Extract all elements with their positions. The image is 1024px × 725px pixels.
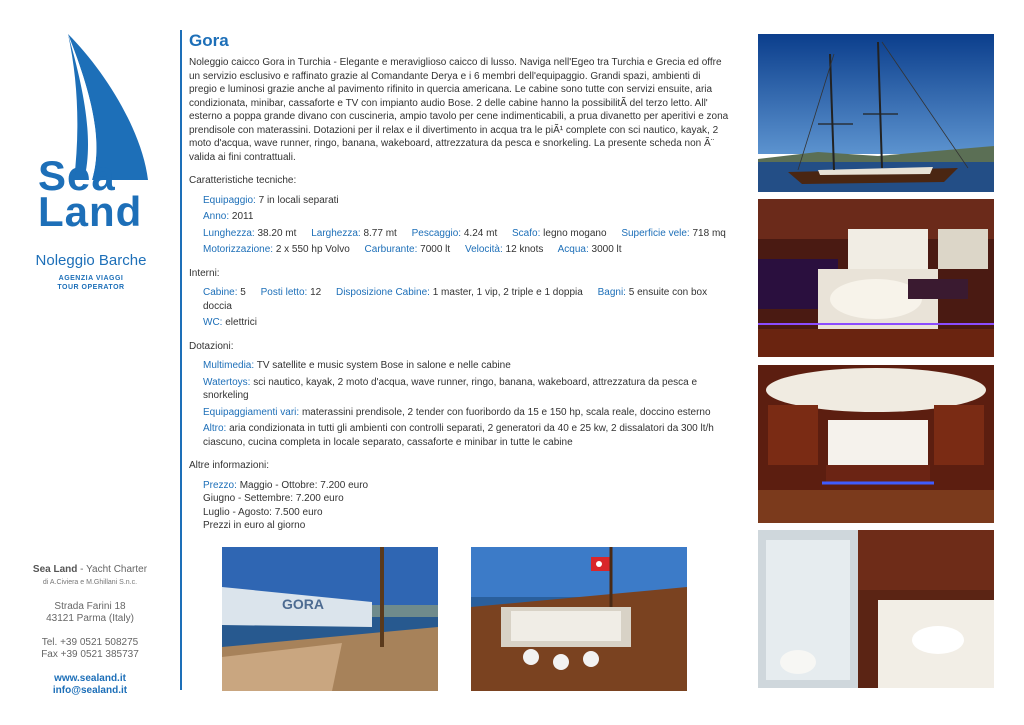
spec-value: 1 master, 1 vip, 2 triple e 1 doppia [432, 287, 583, 298]
spec-row [203, 210, 729, 224]
contact-phones [20, 637, 160, 661]
spec-value: 12 knots [505, 244, 544, 255]
interni-row [203, 316, 729, 330]
spec-label: Velocità: [464, 244, 503, 255]
brand-tag-agency: AGENZIA VIAGGI [58, 275, 124, 282]
spec-value: 38.20 mt [257, 227, 297, 239]
interni-list [189, 286, 729, 330]
spec-row [203, 243, 729, 257]
contact-owners: di A.Civiera e M.Ghillani S.n.c. [42, 579, 138, 586]
spec-label: Pescaggio: [411, 227, 462, 239]
spec-value: 7000 lt [420, 244, 451, 255]
spec-value: Maggio - Ottobre: 7.200 euro [239, 479, 369, 491]
altre-list [189, 479, 729, 533]
spec-label: Scafo: [512, 227, 541, 239]
vertical-divider [180, 30, 182, 690]
contact-street: Strada Farini 18 [54, 601, 126, 612]
spec-value: elettrici [225, 317, 257, 328]
spec-value: sci nautico, kayak, 2 moto d'acqua, wave runner, ringo, banana, wakeboard, attrezzatura da pesca e snorkeling [203, 376, 698, 401]
company-suffix: - Yacht Charter [77, 564, 148, 575]
photo-dining-deck [471, 547, 687, 691]
spec-value: 5 [240, 287, 246, 298]
dotazioni-row [203, 422, 729, 449]
spec-label: Equipaggiamenti vari: [203, 406, 300, 418]
dotazioni-row [203, 359, 729, 373]
price-row [203, 479, 729, 493]
email-link[interactable]: info@sealand.it [52, 685, 128, 696]
photo-deck-sail [222, 547, 438, 691]
logo-sea: Sea [38, 152, 116, 199]
spec-label: WC: [203, 317, 223, 328]
spec-value: legno mogano [543, 227, 607, 239]
spec-label: Larghezza: [311, 227, 361, 239]
spec-label: Altro: [203, 423, 227, 434]
spec-label: Carburante: [364, 244, 418, 255]
spec-label: Watertoys: [203, 376, 251, 388]
spec-value: 8.77 mt [363, 227, 397, 239]
logo-wordmark [38, 152, 158, 235]
boat-sheet [189, 30, 729, 543]
spec-row [203, 227, 729, 241]
spec-value: 5 ensuite con box doccia [203, 287, 708, 312]
interni-row [203, 286, 729, 313]
brand-subtitle: Noleggio Barche [35, 252, 147, 269]
spec-label: Superficie vele: [621, 227, 690, 239]
photo-bathroom [758, 530, 994, 688]
spec-value: 3000 lt [591, 244, 622, 255]
contact-address [20, 601, 160, 625]
boat-title: Gora [189, 31, 229, 50]
spec-value: 12 [310, 287, 322, 298]
spec-label: Equipaggio: [203, 194, 256, 206]
price-row: Giugno - Settembre: 7.200 euro [203, 493, 344, 504]
contact-fax: Fax +39 0521 385737 [41, 649, 139, 660]
spec-label: Cabine: [203, 287, 238, 298]
spec-label: Bagni: [597, 287, 626, 298]
specs-list [189, 194, 729, 257]
spec-value: 4.24 mt [463, 227, 498, 239]
spec-value: TV satellite e music system Bose in salone e nelle cabine [256, 360, 511, 371]
spec-value: 2 x 550 hp Volvo [275, 244, 350, 255]
brand-tag-operator: TOUR OPERATOR [57, 284, 125, 291]
sail-name-text: GORA [282, 596, 324, 612]
altre-heading: Altre informazioni: [189, 460, 270, 471]
website-link[interactable]: www.sealand.it [54, 673, 126, 684]
spec-value: aria condizionata in tutti gli ambienti con controlli separati, 2 generatori da 40 e 25 kw, 2 dissalatori da 300 lt/h ciascuno, cucina completa in locale separato, cassaforte e minibar in tutte le cabine [203, 423, 714, 448]
logo-land: Land [38, 188, 143, 235]
spec-value: 2011 [231, 211, 254, 222]
contact-block [20, 564, 160, 697]
specs-heading: Caratteristiche tecniche: [189, 175, 297, 186]
spec-value: 7 in locali separati [258, 194, 339, 206]
brand-subtitle-block [30, 252, 152, 291]
spec-value: materassini prendisole, 2 tender con fuoribordo da 15 e 150 hp, scala reale, doccino esterno [301, 406, 711, 418]
interni-heading: Interni: [189, 267, 220, 279]
contact-city: 43121 Parma (Italy) [46, 613, 134, 624]
boat-description: Noleggio caicco Gora in Turchia - Elegante e meraviglioso caicco di lusso. Naviga nell'Egeo tra Turchia e Grecia ed offre un servizio esclusivo e raffinato grazie al Comandante Derya e i 6 membri dell'equipaggio. Grandi spazi, ambienti di pregio e luminosi grazie anche al pavimento rifinito in quercia americana. Le cabine sono tutte con servizi ensuite, aria condizionata, minibar, cassaforte e TV con impianto audio Bose. 2 delle cabine hanno la possibilitÃ del terzo letto. All' esterno a poppa grande divano con cuscineria, ampio tavolo per cene indimenticabili, a prua divanetto per aperitivi e zona prendisole con materassini. Dotazioni per il relax e il divertimento in acqua tra le piÃ¹ complete con sci nautico, kayak, 2 moto d'acqua, wave runner, ringo, banana, wakeboard, attrezzatura da pesca e snorkeling. La presente scheda non Ã¨ valida ai fini contrattuali. [189, 57, 729, 163]
photo-salon-interior [758, 199, 994, 357]
dotazioni-row [203, 406, 729, 420]
spec-label: Posti letto: [260, 287, 308, 298]
contact-links [20, 673, 160, 697]
company-name: Sea Land [32, 564, 78, 575]
price-row: Luglio - Agosto: 7.500 euro [203, 506, 323, 518]
spec-value: 718 mq [692, 227, 726, 239]
contact-tel: Tel. +39 0521 508275 [41, 637, 139, 648]
spec-label: Acqua: [557, 244, 589, 255]
spec-label: Multimedia: [203, 360, 255, 371]
spec-label: Disposizione Cabine: [335, 287, 430, 298]
contact-company [20, 564, 160, 576]
dotazioni-row [203, 376, 729, 403]
dotazioni-list [189, 359, 729, 449]
dotazioni-heading: Dotazioni: [189, 340, 234, 352]
photo-master-cabin [758, 365, 994, 523]
spec-label: Prezzo: [203, 479, 237, 491]
spec-label: Motorizzazione: [203, 244, 274, 255]
spec-label: Lunghezza: [203, 227, 255, 239]
photo-yacht-sailing [758, 34, 994, 192]
spec-label: Anno: [203, 211, 230, 222]
spec-row [203, 194, 729, 208]
price-note: Prezzi in euro al giorno [203, 520, 306, 531]
